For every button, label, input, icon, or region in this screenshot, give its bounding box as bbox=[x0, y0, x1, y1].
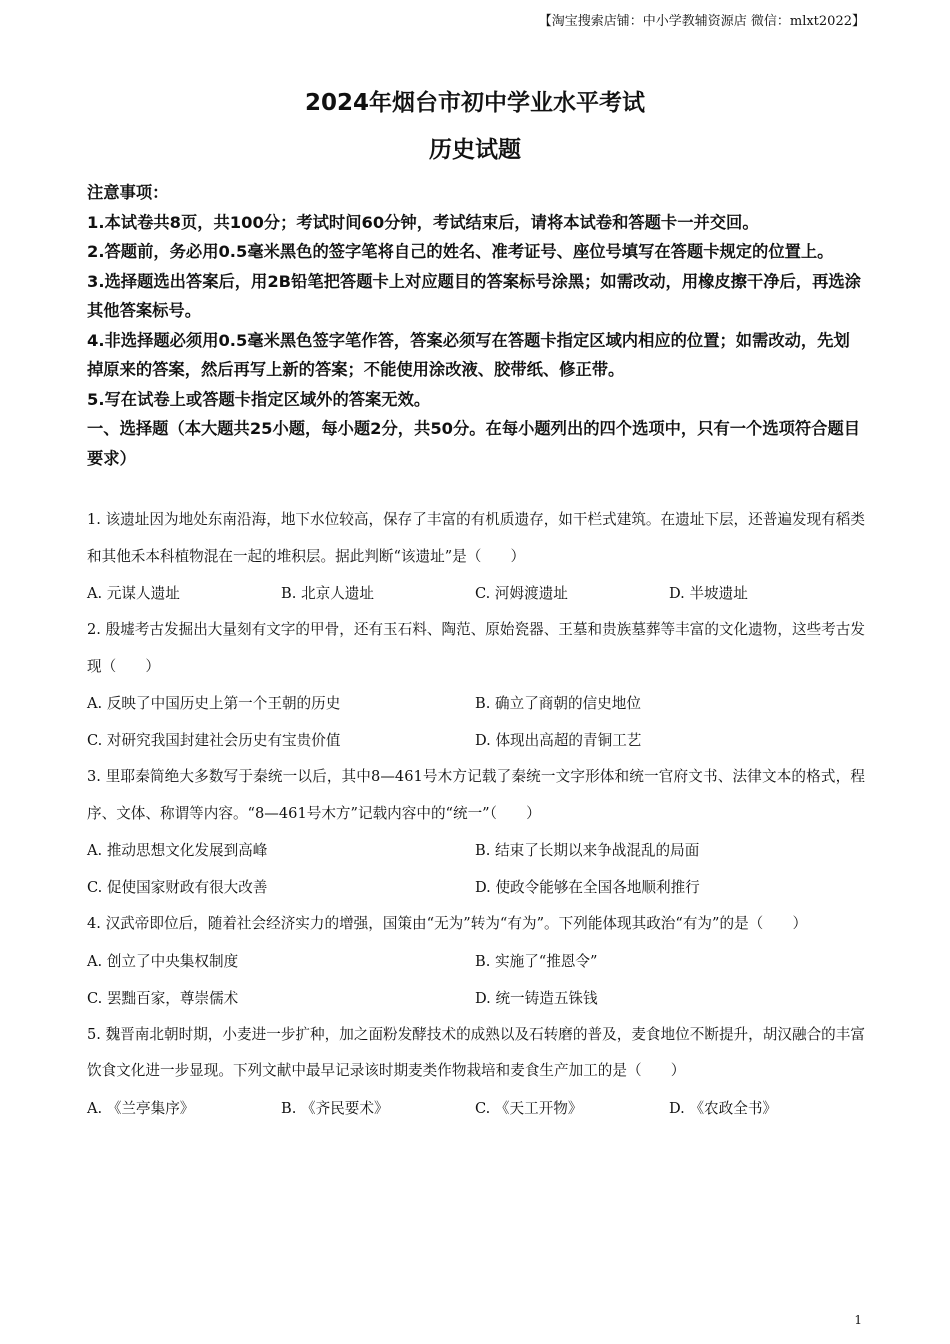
question-1 bbox=[87, 502, 865, 612]
option-d: D. 体现出高超的青铜工艺 bbox=[475, 732, 642, 749]
exam-title: 2024年烟台市初中学业水平考试 bbox=[304, 90, 645, 116]
options-row bbox=[87, 980, 865, 1017]
option-b: B. 《齐民要术》 bbox=[281, 1099, 389, 1117]
options-row bbox=[87, 1090, 865, 1127]
question-list bbox=[87, 502, 865, 1127]
instruction-item: 3.选择题选出答案后，用2B铅笔把答题卡上对应题目的答案标号涂黑；如需改动，用橡皮擦干净后，再选涂其他答案标号。 bbox=[87, 271, 861, 320]
exam-subtitle: 历史试题 bbox=[429, 137, 521, 163]
option-a: A. 元谋人遗址 bbox=[87, 585, 180, 602]
question-2 bbox=[87, 612, 865, 759]
options-row bbox=[87, 832, 865, 869]
option-c: C. 河姆渡遗址 bbox=[475, 585, 568, 602]
option-b: B. 实施了“推恩令” bbox=[475, 952, 598, 970]
question-4 bbox=[87, 906, 865, 1017]
option-b: B. 结束了长期以来争战混乱的局面 bbox=[475, 842, 700, 859]
option-b: B. 北京人遗址 bbox=[281, 585, 374, 602]
options-row bbox=[87, 943, 865, 980]
instructions-heading: 注意事项： bbox=[87, 183, 169, 202]
instruction-item: 2.答题前，务必用0.5毫米黑色的签字笔将自己的姓名、准考证号、座位号填写在答题卡规定的位置上。 bbox=[87, 242, 834, 261]
page-number: 1 bbox=[854, 1313, 862, 1327]
option-a: A. 《兰亭集序》 bbox=[87, 1099, 195, 1117]
option-d: D. 统一铸造五铢钱 bbox=[475, 989, 598, 1007]
instruction-item: 1.本试卷共8页，共100分；考试时间60分钟，考试结束后，请将本试卷和答题卡一并交回。 bbox=[87, 212, 759, 232]
options-row bbox=[87, 869, 865, 906]
source-note: 【淘宝搜索店铺：中小学教辅资源店 微信：mlxt2022】 bbox=[538, 14, 865, 29]
option-b: B. 确立了商朝的信史地位 bbox=[475, 695, 641, 712]
option-d: D. 半坡遗址 bbox=[669, 585, 748, 602]
option-a: A. 反映了中国历史上第一个王朝的历史 bbox=[87, 695, 341, 712]
option-c: C. 促使国家财政有很大改善 bbox=[87, 879, 268, 896]
option-c: C. 罢黜百家，尊崇儒术 bbox=[87, 989, 239, 1007]
question-stem: 2. 殷墟考古发掘出大量刻有文字的甲骨，还有玉石料、陶范、原始瓷器、王墓和贵族墓葬等丰富的文化遗物，这些考古发现（ ） bbox=[87, 621, 865, 675]
options-row bbox=[87, 685, 865, 722]
question-stem: 1. 该遗址因为地处东南沿海，地下水位较高，保存了丰富的有机质遗存，如干栏式建筑。在遗址下层，还普遍发现有稻类和其他禾本科植物混在一起的堆积层。据此判断“该遗址”是（ ） bbox=[87, 511, 865, 565]
option-a: A. 推动思想文化发展到高峰 bbox=[87, 842, 268, 859]
option-d: D. 《农政全书》 bbox=[669, 1099, 778, 1117]
options-row bbox=[87, 722, 865, 759]
options-row bbox=[87, 575, 865, 612]
question-5 bbox=[87, 1017, 865, 1127]
question-stem: 3. 里耶秦简绝大多数写于秦统一以后，其中8—461号木方记载了秦统一文字形体和统一官府文书、法律文本的格式，程序、文体、称谓等内容。“8—461号木方”记载内容中的“统一”（ ） bbox=[87, 768, 865, 822]
option-a: A. 创立了中央集权制度 bbox=[87, 952, 239, 970]
option-c: C. 对研究我国封建社会历史有宝贵价值 bbox=[87, 732, 341, 749]
question-3 bbox=[87, 759, 865, 906]
question-stem: 4. 汉武帝即位后，随着社会经济实力的增强，国策由“无为”转为“有为”。下列能体现其政治“有为”的是（ ） bbox=[87, 915, 808, 932]
section-heading: 一、选择题（本大题共25小题，每小题2分，共50分。在每小题列出的四个选项中，只有一个选项符合题目要求） bbox=[87, 419, 861, 468]
option-c: C. 《天工开物》 bbox=[475, 1099, 583, 1117]
instruction-item: 4.非选择题必须用0.5毫米黑色签字笔作答，答案必须写在答题卡指定区域内相应的位置；如需改动，先划掉原来的答案，然后再写上新的答案；不能使用涂改液、胶带纸、修正带。 bbox=[87, 330, 850, 379]
instruction-item: 5.写在试卷上或答题卡指定区域外的答案无效。 bbox=[87, 389, 431, 409]
question-stem: 5. 魏晋南北朝时期，小麦进一步扩种，加之面粉发酵技术的成熟以及石转磨的普及，麦食地位不断提升，胡汉融合的丰富饮食文化进一步显现。下列文献中最早记录该时期麦类作物栽培和麦食生产加工的是（ ） bbox=[87, 1025, 865, 1079]
instructions bbox=[87, 178, 865, 473]
option-d: D. 使政令能够在全国各地顺利推行 bbox=[475, 879, 700, 896]
